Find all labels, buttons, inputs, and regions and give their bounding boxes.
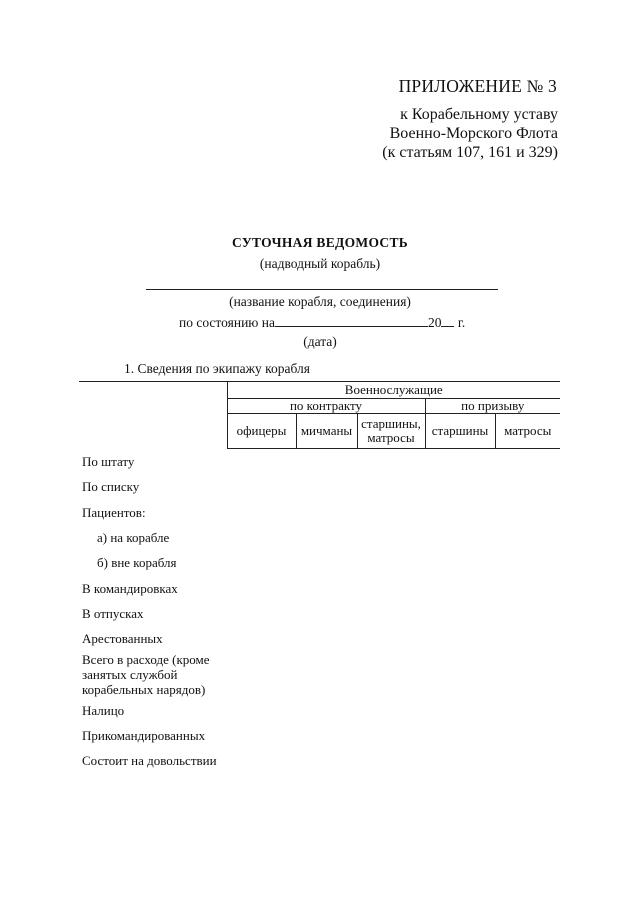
ship-name-blank-line xyxy=(146,289,498,290)
appendix-articles: (к статьям 107, 161 и 329) xyxy=(382,144,558,161)
row-label-staff: По штату xyxy=(82,454,135,469)
row-label-arrested: Арестованных xyxy=(82,631,163,646)
column-warrant-officers: мичманы xyxy=(296,414,357,449)
state-year: 20 xyxy=(427,315,442,330)
document-title: СУТОЧНАЯ ВЕДОМОСТЬ xyxy=(231,235,409,250)
row-label-patients: Пациентов: xyxy=(82,505,146,520)
row-label-off-ship: б) вне корабля xyxy=(97,555,177,570)
state-date-line xyxy=(179,315,465,331)
row-label-attached: Прикомандированных xyxy=(82,728,206,743)
group-header-servicemen: Военнослужащие xyxy=(227,382,560,399)
header-contract: по контракту xyxy=(227,399,425,414)
appendix-title: ПРИЛОЖЕНИЕ № 3 xyxy=(398,76,557,96)
appendix-reference-fleet: Военно-Морского Флота xyxy=(389,125,558,142)
date-caption: (дата) xyxy=(303,334,337,349)
row-label-list: По списку xyxy=(82,479,140,494)
column-conscript-sergeants: старшины xyxy=(425,414,495,449)
row-label-on-ship: а) на корабле xyxy=(97,530,170,545)
row-label-leave: В отпусках xyxy=(82,606,144,621)
column-officers: офицеры xyxy=(227,414,296,449)
section-heading: 1. Сведения по экипажу корабля xyxy=(124,361,310,376)
header-conscript: по призыву xyxy=(425,399,560,414)
row-label-total-expense: Всего в расходе (кроме занятых службой корабельных нарядов) xyxy=(82,652,210,697)
year-blank xyxy=(441,315,454,327)
state-year-suffix: г. xyxy=(454,315,466,330)
document-subtitle: (надводный корабль) xyxy=(259,256,381,271)
row-label-business-trips: В командировках xyxy=(82,581,178,596)
table-corner xyxy=(79,382,227,449)
row-label-present: Налицо xyxy=(82,703,125,718)
crew-table xyxy=(79,381,560,449)
column-contract-sergeants-sailors: старшины, матросы xyxy=(357,414,425,449)
appendix-reference: к Корабельному уставу xyxy=(400,106,558,123)
ship-name-caption: (название корабля, соединения) xyxy=(229,294,411,309)
state-prefix: по состоянию на xyxy=(179,315,275,330)
row-label-on-allowance: Состоит на довольствии xyxy=(82,753,217,768)
date-blank xyxy=(275,315,428,327)
column-conscript-sailors: матросы xyxy=(495,414,560,449)
